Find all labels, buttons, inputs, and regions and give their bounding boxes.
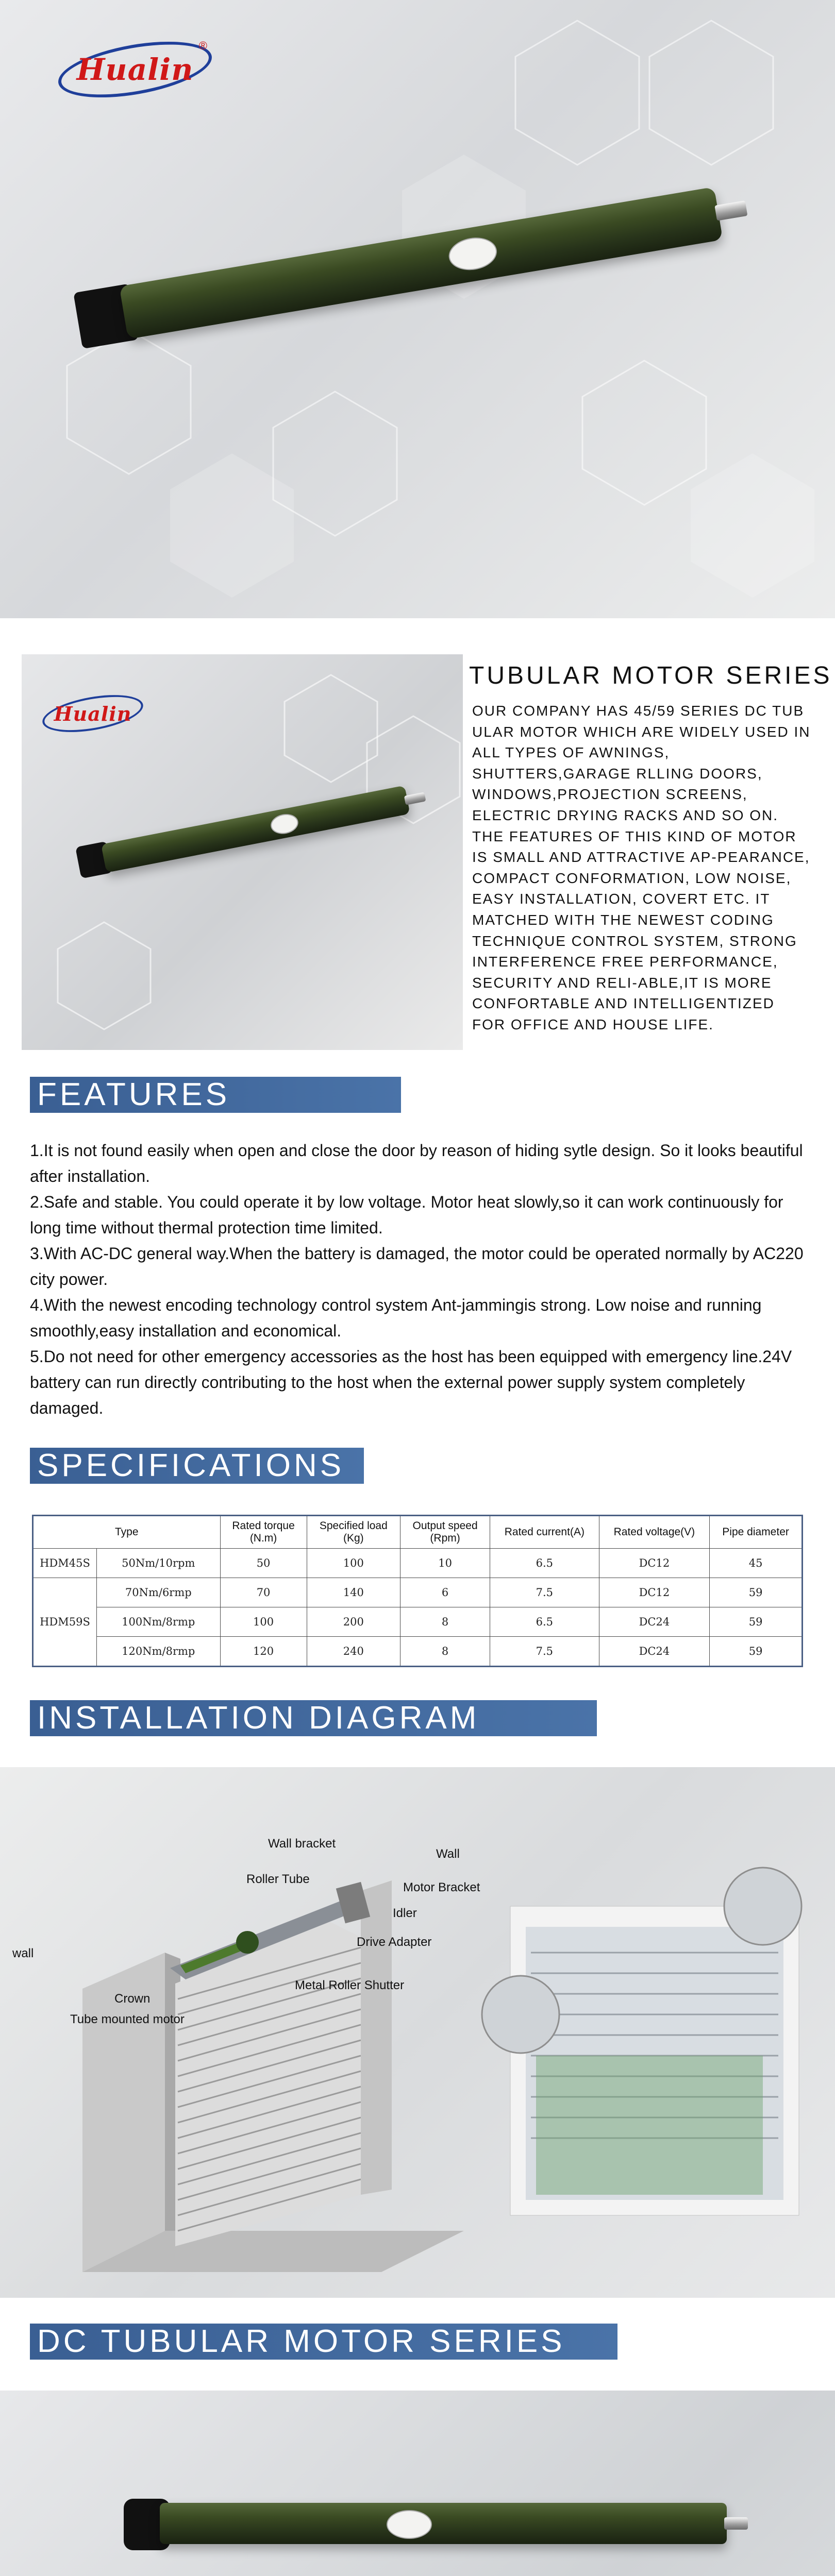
cell-current: 6.5 xyxy=(490,1607,599,1637)
cell-speed: 8 xyxy=(400,1637,490,1667)
cell-model: HDM45S xyxy=(33,1549,97,1578)
cell-pipe: 59 xyxy=(710,1637,803,1667)
cell-load: 140 xyxy=(307,1578,400,1607)
cell-pipe: 59 xyxy=(710,1578,803,1607)
feature-item-5: 5.Do not need for other emergency accessories as the host has been equipped with emergency line.24V battery can run directly contributing to the host when the external power supply system completely damaged. xyxy=(30,1347,792,1417)
installation-section xyxy=(0,1700,835,2298)
cell-speed: 10 xyxy=(400,1549,490,1578)
cell-model: HDM59S xyxy=(33,1578,97,1667)
cell-pipe: 45 xyxy=(710,1549,803,1578)
col-load: Specified load (Kg) xyxy=(307,1516,400,1549)
features-list xyxy=(30,1138,819,1421)
features-heading: FEATURES xyxy=(30,1077,401,1113)
callout-wall-bracket: Wall bracket xyxy=(268,1837,336,1851)
cell-current: 7.5 xyxy=(490,1578,599,1607)
col-pipe: Pipe diameter xyxy=(710,1516,803,1549)
col-voltage: Rated voltage(V) xyxy=(599,1516,710,1549)
photo-brand-logo xyxy=(41,690,144,737)
col-current: Rated current(A) xyxy=(490,1516,599,1549)
hdm45s-motor xyxy=(113,2494,753,2550)
cell-current: 6.5 xyxy=(490,1549,599,1578)
cell-voltage: DC12 xyxy=(599,1549,710,1578)
brand-logo-text: Hualin xyxy=(76,52,194,87)
cell-speed: 6 xyxy=(400,1578,490,1607)
dc-series-section xyxy=(0,2324,835,2576)
product-photo xyxy=(22,654,463,1050)
cell-torque: 70 xyxy=(220,1578,307,1607)
table-row xyxy=(33,1549,803,1578)
col-type: Type xyxy=(33,1516,221,1549)
cell-speed: 8 xyxy=(400,1607,490,1637)
callout-wall-left: wall xyxy=(12,1946,34,1960)
feature-item-1: 1.It is not found easily when open and close the door by reason of hiding sytle design. So it looks beautiful after installation. xyxy=(30,1141,803,1185)
brand-logo xyxy=(58,36,212,103)
cell-torque: 100 xyxy=(220,1607,307,1637)
cell-type: 100Nm/8rmp xyxy=(97,1607,221,1637)
cell-load: 100 xyxy=(307,1549,400,1578)
cell-torque: 50 xyxy=(220,1549,307,1578)
cell-type: 50Nm/10rpm xyxy=(97,1549,221,1578)
dc-series-heading: DC TUBULAR MOTOR SERIES xyxy=(30,2324,617,2360)
col-speed: Output speed (Rpm) xyxy=(400,1516,490,1549)
cell-voltage: DC24 xyxy=(599,1607,710,1637)
callout-motor-bracket: Motor Bracket xyxy=(403,1880,480,1894)
feature-item-2: 2.Safe and stable. You could operate it by low voltage. Motor heat slowly,so it can work continuously for long time without thermal protection time limited. xyxy=(30,1193,783,1237)
cell-torque: 120 xyxy=(220,1637,307,1667)
cell-pipe: 59 xyxy=(710,1607,803,1637)
callout-idler: Idler xyxy=(393,1906,417,1920)
installation-drawing xyxy=(0,1767,835,2298)
callout-wall-right: Wall xyxy=(436,1847,460,1861)
callout-crown: Crown xyxy=(114,1992,151,2006)
specifications-heading: SPECIFICATIONS xyxy=(30,1448,364,1484)
feature-item-4: 4.With the newest encoding technology control system Ant-jammingis strong. Low noise and running smoothly,easy installation and economical. xyxy=(30,1296,762,1340)
cell-type: 120Nm/8rmp xyxy=(97,1637,221,1667)
col-torque: Rated torque (N.m) xyxy=(220,1516,307,1549)
cell-load: 240 xyxy=(307,1637,400,1667)
table-row xyxy=(33,1637,803,1667)
cell-voltage: DC12 xyxy=(599,1578,710,1607)
table-row xyxy=(33,1607,803,1637)
intro-title: TUBULAR MOTOR SERIES xyxy=(469,662,832,689)
hero-banner xyxy=(0,0,835,618)
installation-heading: INSTALLATION DIAGRAM xyxy=(30,1700,597,1736)
table-header-row xyxy=(33,1516,803,1549)
callout-roller-tube: Roller Tube xyxy=(246,1872,310,1886)
installation-diagram xyxy=(0,1767,835,2298)
callout-drive-adapter: Drive Adapter xyxy=(357,1935,432,1949)
cell-current: 7.5 xyxy=(490,1637,599,1667)
table-row xyxy=(33,1578,803,1607)
intro-section xyxy=(0,654,835,1051)
intro-body: OUR COMPANY HAS 45/59 SERIES DC TUB ULAR MOTOR WHICH ARE WIDELY USED IN ALL TYPES OF AWNINGS, SHUTTERS,GARAGE RLLING DOORS, WINDOWS,PROJECTION SCREENS, ELECTRIC DRYING RACKS AND SO ON. THE FEATURES OF THIS KIND OF MOTOR IS SMALL AND ATTRACTIVE AP-PEARANCE, COMPACT CONFORMATION, LOW NOISE, EASY INSTALLATION, COVERT ETC. IT MATCHED WITH THE NEWEST CODING TECHNIQUE CONTROL SYSTEM, STRONG INTERFERENCE FREE PERFORMANCE, SECURITY AND RELI-ABLE,IT IS MORE CONFORTABLE AND INTELLIGENTIZED FOR OFFICE AND HOUSE LIFE. xyxy=(472,703,811,1032)
photo-brand-logo-text: Hualin xyxy=(54,702,132,725)
callout-tube-motor: Tube mounted motor xyxy=(70,2012,185,2026)
callout-metal-shutter: Metal Roller Shutter xyxy=(295,1978,405,1992)
specifications-section xyxy=(0,1448,835,1685)
cell-type: 70Nm/6rmp xyxy=(97,1578,221,1607)
registered-mark: ® xyxy=(198,39,207,52)
feature-item-3: 3.With AC-DC general way.When the battery is damaged, the motor could be operated normally by AC220 city power. xyxy=(30,1244,804,1289)
features-section xyxy=(0,1077,835,1437)
cell-load: 200 xyxy=(307,1607,400,1637)
cell-voltage: DC24 xyxy=(599,1637,710,1667)
specifications-table xyxy=(32,1515,803,1667)
dc-products-panel xyxy=(0,2391,835,2576)
